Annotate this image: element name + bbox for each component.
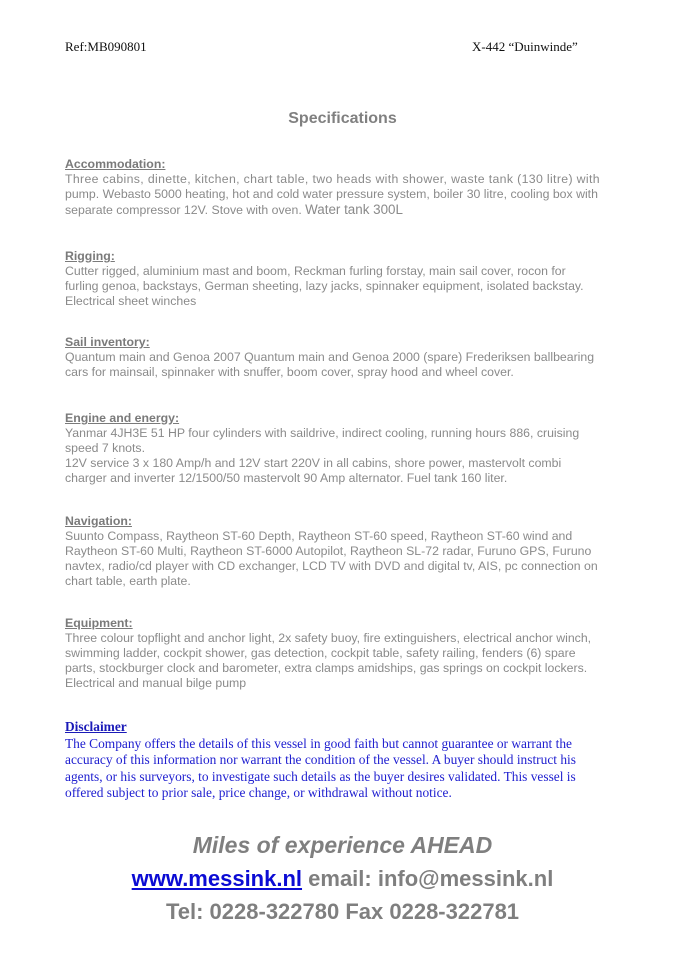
body-line: Three colour topflight and anchor light, 2x safety buoy, fire extinguishers, electrical anchor winch,: [65, 631, 592, 645]
body-line: speed 7 knots.: [65, 441, 145, 455]
email-text: email: info@messink.nl: [302, 866, 554, 891]
body-line: parts, stockburger clock and barometer, extra clamps amidships, gas springs on cockpit lockers.: [65, 661, 588, 675]
body-line: Three cabins, dinette, kitchen, chart table, two heads with shower, waste tank (130 litre) with: [65, 172, 600, 186]
body-line: charger and inverter 12/1500/50 mastervolt 90 Amp alternator. Fuel tank 160 liter.: [65, 471, 508, 485]
body-line: pump. Webasto 5000 heating, hot and cold water pressure system, boiler 30 litre, cooling box with: [65, 187, 598, 201]
disclaimer-line: The Company offers the details of this vessel in good faith but cannot guarantee or warrant the: [65, 735, 572, 751]
body-line: Yanmar 4JH3E 51 HP four cylinders with saildrive, indirect cooling, running hours 886, cruising: [65, 426, 580, 440]
page-title: Specifications: [288, 110, 397, 127]
disclaimer-line: agents, or his surveyors, to investigate such details as the buyer desires validated. This vessel is: [65, 768, 576, 784]
disclaimer-line: offered subject to prior sale, price change, or withdrawal without notice.: [65, 785, 452, 800]
section-body: [65, 172, 625, 218]
section-heading: Equipment:: [65, 616, 133, 630]
body-line: [65, 202, 625, 218]
contact-web-email: [0, 866, 685, 892]
body-line: Electrical and manual bilge pump: [65, 676, 247, 690]
body-line: Cutter rigged, aluminium mast and boom, Reckman furling forstay, main sail cover, rocon for: [65, 264, 566, 278]
section-heading: Sail inventory:: [65, 335, 150, 349]
section-body: [65, 350, 625, 380]
body-line: Quantum main and Genoa 2007 Quantum main and Genoa 2000 (spare) Frederiksen ballbearing: [65, 350, 595, 364]
section-sail-inventory: [65, 335, 625, 380]
section-rigging: [65, 249, 625, 309]
section-navigation: [65, 514, 625, 589]
section-heading: Accommodation:: [65, 157, 166, 171]
body-text: separate compressor 12V. Stove with oven.: [65, 203, 306, 217]
section-heading: Rigging:: [65, 249, 115, 263]
body-line: 12V service 3 x 180 Amp/h and 12V start 220V in all cabins, shore power, mastervolt combi: [65, 456, 562, 470]
reference-number: Ref:MB090801: [65, 39, 147, 54]
section-body: [65, 529, 625, 589]
body-line: Raytheon ST-60 Multi, Raytheon ST-6000 Autopilot, Raytheon SL-72 radar, Furuno GPS, Furuno: [65, 544, 592, 558]
body-line: Suunto Compass, Raytheon ST-60 Depth, Raytheon ST-60 speed, Raytheon ST-60 wind and: [65, 529, 573, 543]
disclaimer-heading: Disclaimer: [65, 719, 127, 734]
body-line: Electrical sheet winches: [65, 294, 197, 308]
vessel-name: X-442 “Duinwinde”: [472, 39, 578, 54]
body-line: navtex, radio/cd player with CD exchanger, LCD TV with DVD and digital tv, AIS, pc connection on: [65, 559, 598, 573]
section-body: [65, 426, 625, 486]
section-body: [65, 631, 625, 691]
section-body: [65, 264, 625, 309]
disclaimer-block: [65, 719, 593, 802]
section-heading: Navigation:: [65, 514, 132, 528]
body-line: swimming ladder, cockpit shower, gas detection, cockpit table, safety railing, fenders (6) spare: [65, 646, 576, 660]
section-equipment: [65, 616, 625, 691]
company-slogan: Miles of experience AHEAD: [192, 832, 493, 858]
body-line: furling genoa, backstays, German sheeting, lazy jacks, spinnaker equipment, isolated backstay.: [65, 279, 584, 293]
body-line: chart table, earth plate.: [65, 574, 191, 588]
section-engine-energy: [65, 411, 625, 486]
body-line: cars for mainsail, spinnaker with snuffer, boom cover, spray hood and wheel cover.: [65, 365, 514, 379]
website-link[interactable]: www.messink.nl: [131, 866, 303, 891]
water-tank-text: Water tank 300L: [305, 202, 403, 217]
section-accommodation: [65, 157, 625, 218]
section-heading: Engine and energy:: [65, 411, 180, 425]
disclaimer-line: accuracy of this information nor warrant the condition of the vessel. A buyer should instruct his: [65, 752, 576, 767]
contact-phone-fax: Tel: 0228-322780 Fax 0228-322781: [165, 899, 520, 924]
